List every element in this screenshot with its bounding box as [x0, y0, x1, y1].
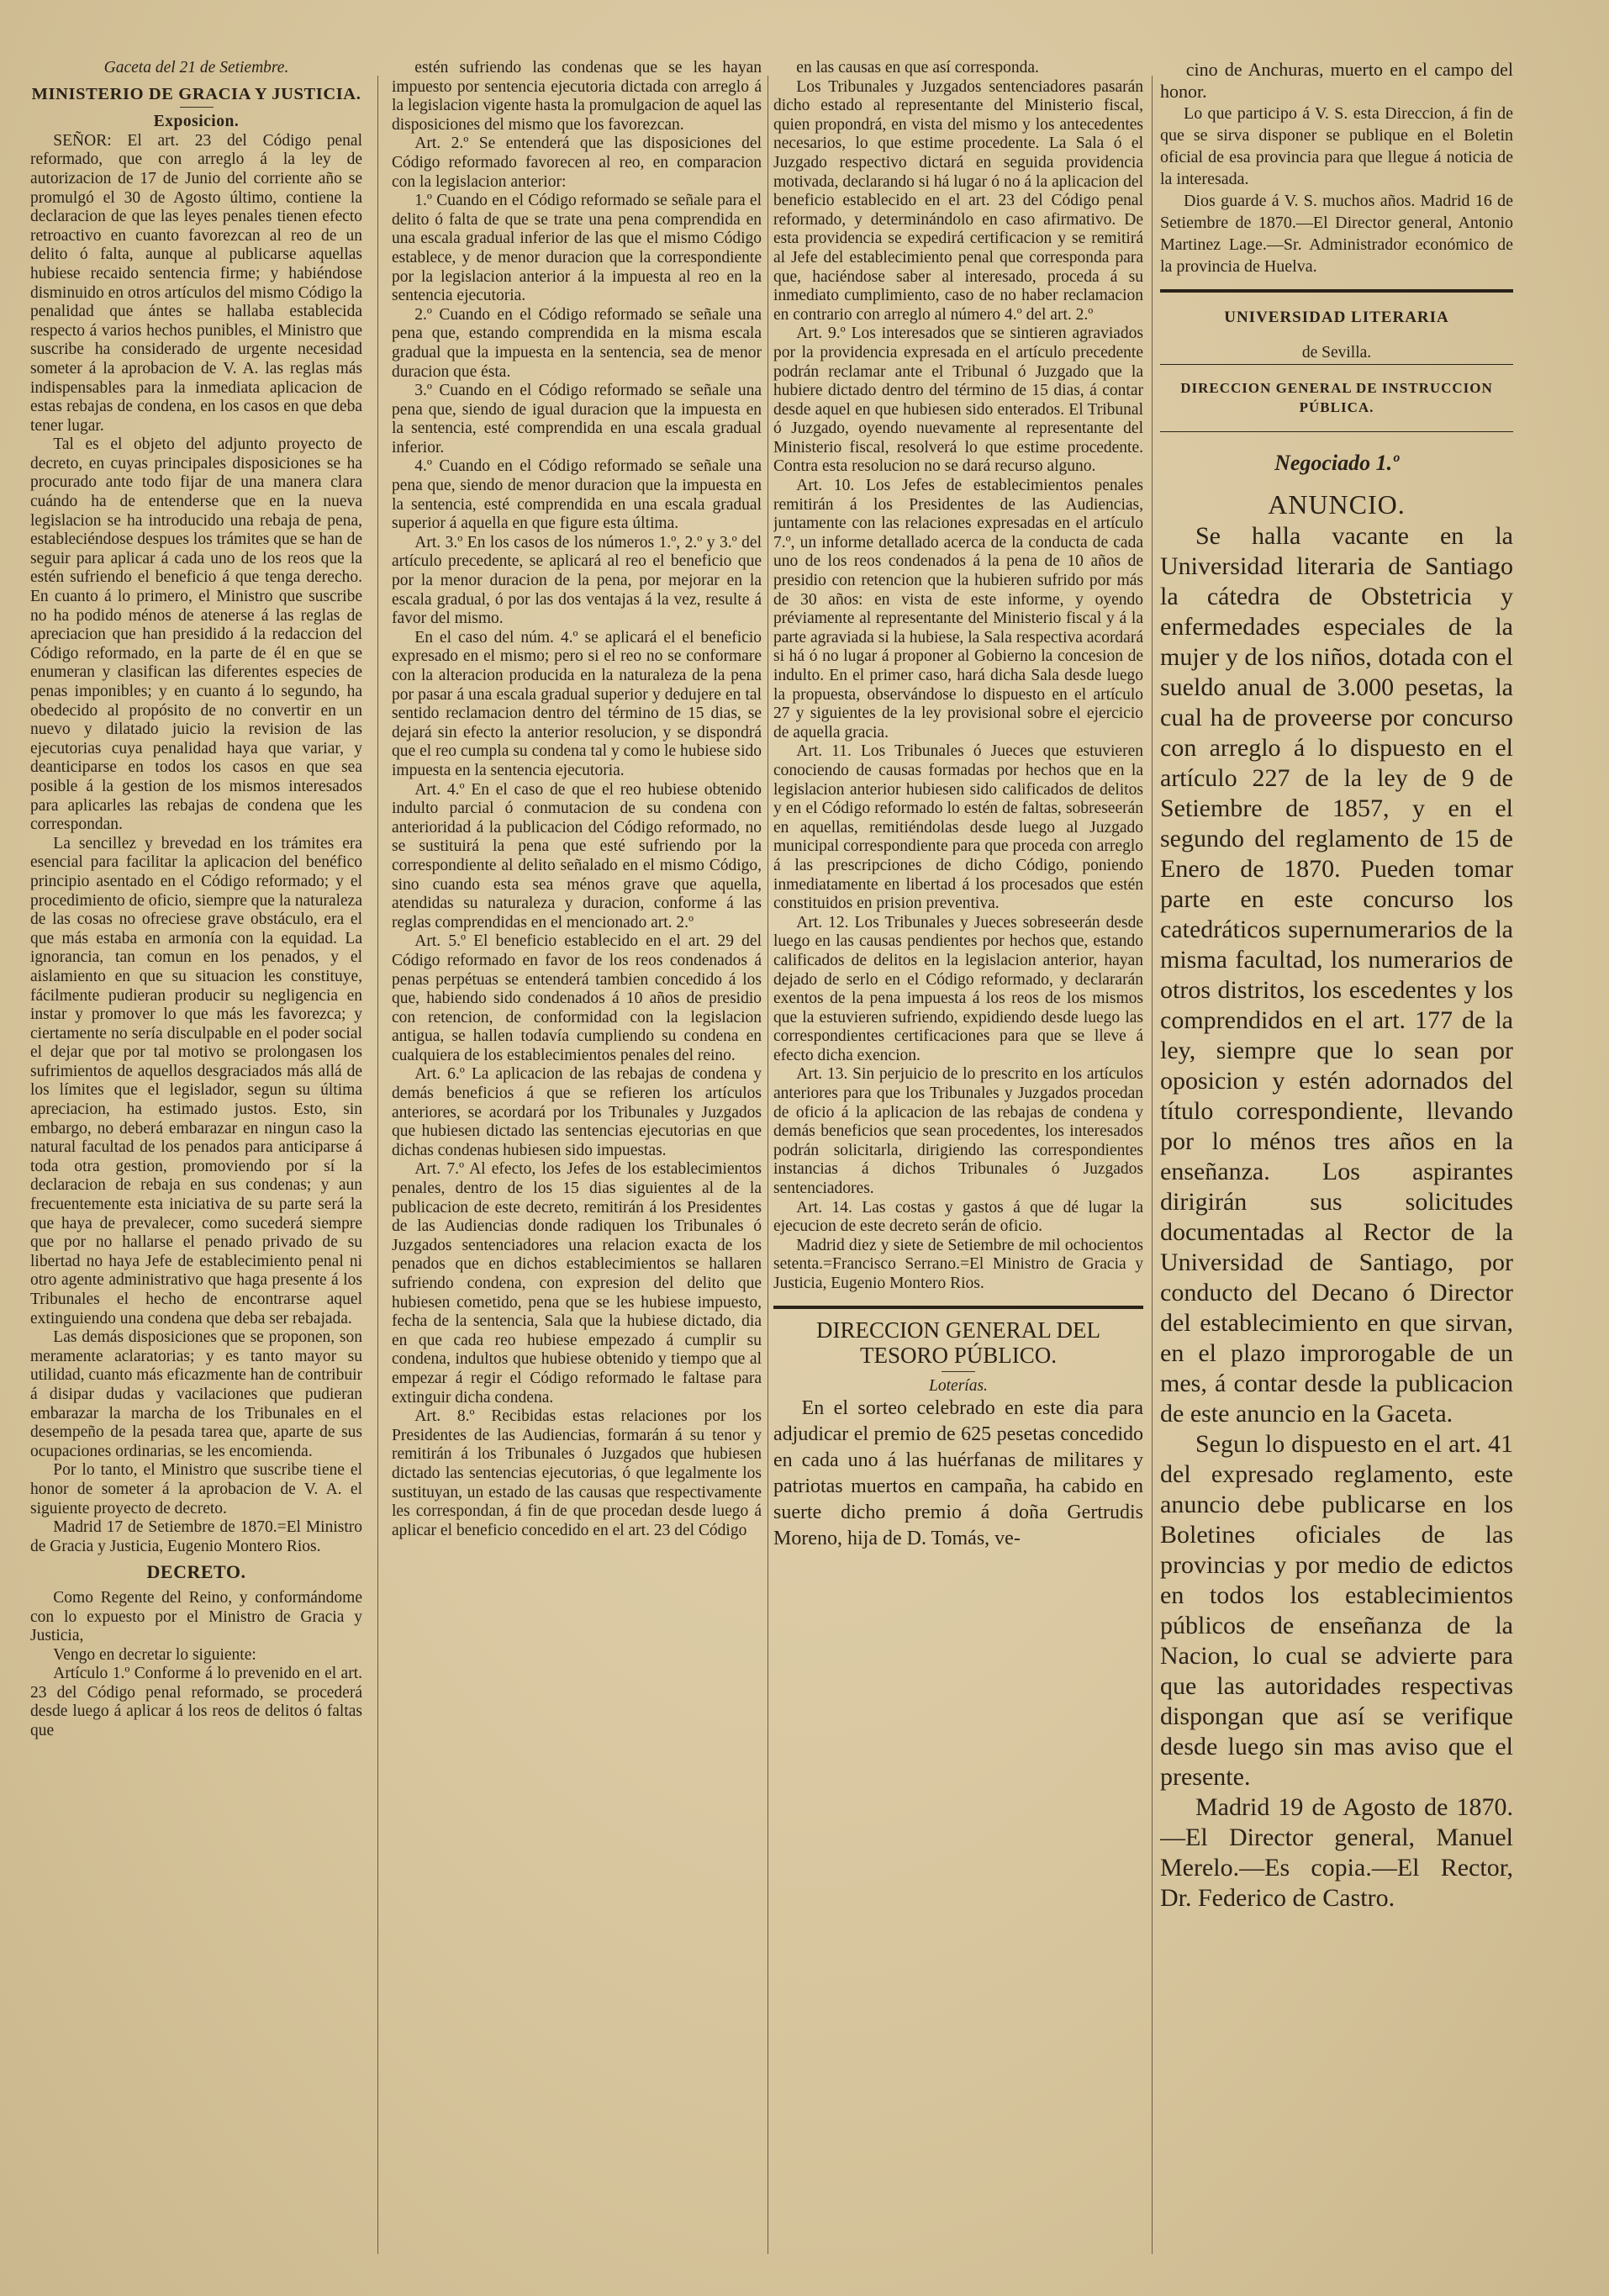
paragraph: cino de Anchuras, muerto en el campo del honor. — [1160, 59, 1513, 102]
paragraph: Art. 8.º Recibidas estas relaciones por los Presidentes de las Audiencias, formarán á su tenor y remitirán á los Tribunales ó Juzgados que hubiesen dictado las sentencias ejecutorias, ó que legalmente los sustituyan, un estado de las causas que respectivamente les correspondan, á fin de que procedan desde luego á aplicar el beneficio concedido en el art. 23 del Código — [392, 1407, 762, 1539]
column-3 — [773, 59, 1143, 2254]
paragraph: La sencillez y brevedad en los trámites era esencial para facilitar la aplicacion del benéfico principio asentado en el Código reformado; y el procedimiento de oficio, siempre que la naturaleza de las cosas no ofreciese grave obstáculo, era el que más estaba en armonía con la equidad. La ignorancia, tan comun en los penados, y el aislamiento en que su situacion les constituye, fácilmente pudieran producir su negligencia en instar y promover lo que más les favorezca; y ciertamente no sería disculpable en el poder social el dejar que por tal motivo se prolongasen los sufrimientos de aquellos desgraciados más allá de los límites que el legislador, segun su última apreciacion, ha estimado justos. Esto, sin embargo, no deberá embarazar en ningun caso la natural facultad de los penados para anticiparse á toda otra gestion, promoviendo por sí la declaracion de rebaja en sus condenas; y aun frecuentemente esta iniciativa de su parte será la que haya de prevalecer, como sucederá siempre que por no hallarse el penado privado de su libertad no haya Jefe de establecimiento penal ni otro agente administrativo que haga presente á los Tribunales el hecho de encontrarse aquel extinguiendo una condena que deba ser rebajada. — [30, 834, 362, 1327]
paragraph: Los Tribunales y Juzgados sentenciadores pasarán dicho estado al representante del Ministerio fiscal, quien propondrá, en vista del mismo y los antecedentes necesarios, lo que estime procedente. La Sala ó el Juzgado respectivo dictará en seguida providencia motivada, declarando si há lugar ó no á la aplicacion del beneficio establecido en el art. 23 del Código penal reformado, y determinándolo en caso afirmativo. De esta providencia se expedirá certificacion y se remitirá al Jefe del establecimiento penal que corresponda para que, haciéndose saber al interesado, proceda á su inmediato cumplimiento, caso de no haber reclamacion en contrario con arreglo al número 4.º del art. 2.º — [773, 77, 1143, 324]
paragraph: Art. 4.º En el caso de que el reo hubiese obtenido indulto parcial ó conmutacion de su condena con anterioridad á la publicacion del Código reformado, no se sustituirá la pena que esté sufriendo por la correspondiente al delito señalado en el mismo Código, sino cuando esta sea ménos grave que aquella, atendidas su naturaleza y duracion, conforme á las reglas comprendidas en el mencionado art. 2.º — [392, 780, 762, 932]
negociado-heading: Negociado 1.º — [1274, 451, 1399, 476]
sevilla-subheading: de Sevilla. — [1301, 343, 1372, 362]
paragraph: Art. 9.º Los interesados que se sintieren agraviados por la providencia expresada en el artículo precedente podrán reclamar ante el Tribunal ó Juzgado que la hubiere dictado dentro del término de 15 dias, á contar desde aquel en que hubiesen sido enterados. El Tribunal ó Juzgado, oyendo nuevamente al representante del Ministerio fiscal, resolverá lo que estime procedente. Contra esta resolucion no se dará recurso alguno. — [773, 325, 1143, 476]
column-4 — [1160, 59, 1513, 2254]
paragraph: Vengo en decretar lo siguiente: — [53, 1645, 256, 1664]
paragraph: 1.º Cuando en el Código reformado se señale para el delito ó falta de que se trate una pena comprendida en una escala gradual inferior de las que el mismo Código establece, y de menor duracion que la correspondiente por la legislacion anterior á la impuesta al reo en la sentencia ejecutoria. — [392, 192, 762, 305]
paragraph: Art. 13. Sin perjuicio de lo prescrito en los artículos anteriores para que los Tribunales y Juzgados procedan de oficio á la aplicacion de las rebajas de condena y demás beneficios que sean procedentes, los interesados podrán solicitarla, dirigiendo las correspondientes instancias á dichos Tribunales ó Juzgados sentenciadores. — [773, 1065, 1143, 1198]
paragraph: En el sorteo celebrado en este dia para adjudicar el premio de 625 pesetas concedido en cada uno á las huérfanas de militares y patriotas muertos en campaña, ha cabido en suerte dicho premio á doña Gertrudis Moreno, hija de D. Tomás, ve- — [773, 1397, 1143, 1550]
paragraph: Dios guarde á V. S. muchos años. Madrid 16 de Setiembre de 1870.—El Director general, Antonio Martinez Lage.—Sr. Administrador económico de la provincia de Huelva. — [1160, 192, 1513, 276]
paragraph: Madrid diez y siete de Setiembre de mil ochocientos setenta.=Francisco Serrano.=El Ministro de Gracia y Justicia, Eugenio Montero Rios. — [773, 1236, 1143, 1292]
paragraph: Art. 11. Los Tribunales ó Jueces que estuvieren conociendo de causas formadas por hechos que en la legislacion anterior hubiesen sido calificados de delitos y en el Código reformado lo estén de faltas, sobreseerán en aquellas, remitiéndolas desde luego al Juzgado municipal correspondiente para que proceda con arreglo á las prescripciones de dicho Código, poniendo inmediatamente en libertad á los procesados que estén constituidos en prision preventiva. — [773, 742, 1143, 913]
paragraph: Como Regente del Reino, y conformándome con lo expuesto por el Ministro de Gracia y Justicia, — [30, 1588, 362, 1645]
divider — [180, 107, 214, 108]
paragraph: SEÑOR: El art. 23 del Código penal reformado, que con arreglo á la ley de autorizacion de 17 de Junio del corriente año se promulgó el 30 de Agosto último, contiene la declaracion de que las leyes penales tienen efecto retroactivo en cuanto favorezcan al reo de un delito ó falta, aunque al publicarse aquellas hubiese recaido sentencia firme; y habiéndose disminuido en otros artículos del mismo Código la penalidad que ántes se hallaba establecida respecto á varios hechos punibles, el Ministro que suscribe ha considerado de urgente necesidad someter á la aprobacion de V. A. las reglas más indispensables para la inmediata aplicacion de estas rebajas de condena, en los casos en que deba tener lugar. — [30, 131, 362, 435]
gaceta-header: Gaceta del 21 de Setiembre. — [103, 59, 289, 77]
section-rule — [773, 1306, 1143, 1309]
paragraph: Art. 3.º En los casos de los números 1.º, 2.º y 3.º del artículo precedente, se aplicará al reo el beneficio que por la menor duracion de la pena, por mejorar en la escala gradual, ó por las dos ventajas á la vez, resulte á favor del mismo. — [392, 533, 762, 628]
exposicion-heading: Exposicion. — [153, 113, 240, 131]
tesoro-heading: DIRECCION GENERAL DEL TESORO PÚBLICO. — [816, 1317, 1100, 1368]
paragraph: 4.º Cuando en el Código reformado se señale una pena que, siendo de menor duracion que la impuesta en la sentencia, esté comprendida en una escala gradual superior á aquella en que figure esta última. — [392, 457, 762, 533]
section-rule — [1160, 289, 1513, 293]
column-2 — [392, 59, 762, 2254]
ministry-title: MINISTERIO DE GRACIA Y JUSTICIA. — [31, 84, 361, 103]
paragraph: Art. 2.º Se entenderá que las disposiciones del Código reformado favorecen al reo, en comparacion con la legislacion anterior: — [392, 135, 762, 191]
paragraph: Art. 5.º El beneficio establecido en el art. 29 del Código reformado en favor de los reos condenados á penas perpétuas se entenderá tambien concedido á los que, habiendo sido condenados á 10 años de presidio con retencion, de conformidad con la legislacion antigua, se hallen todavía cumpliendo su condena en cualquiera de los establecimientos penales del reino. — [392, 932, 762, 1064]
paragraph: Artículo 1.º Conforme á lo prevenido en el art. 23 del Código penal reformado, se procederá desde luego á aplicar á los reos de delitos ó faltas que — [30, 1665, 362, 1740]
paragraph: estén sufriendo las condenas que se les hayan impuesto por sentencia ejecutoria dictada con arreglo á la legislacion vigente hasta la promulgacion de aquel las disposiciones del mismo que los favorezcan. — [392, 59, 762, 134]
divider — [1160, 431, 1513, 432]
paragraph: Madrid 17 de Setiembre de 1870.=El Ministro de Gracia y Justicia, Eugenio Montero Rios. — [30, 1518, 362, 1555]
paragraph: Tal es el objeto del adjunto proyecto de decreto, en cuyas principales disposiciones se ha procurado ante todo fijar de una manera clara cuándo ha de entenderse que en la nueva legislacion se ha introducido una rebaja de pena, estableciéndose despues los trámites que se han de seguir para aplicar á cada uno de los reos que la estén sufriendo el beneficio á que tenga derecho. En cuanto á lo primero, el Ministro que suscribe no ha podido ménos de atenerse á las reglas de apreciacion que han presidido á la redaccion del Código reformado, en la parte de él en que se enumeran y clasifican las diferentes especies de penas imponibles; y en cuanto á lo segundo, ha obedecido al propósito de no convertir en un nuevo y dilatado juicio la revision de las ejecutorias cuya penalidad haya que variar, y deanticiparse en todos los casos en que sea posible á la gestion de los mismos interesados para aplicarles las rebajas de condena que les correspondan. — [30, 435, 362, 834]
paragraph: en las causas en que así corresponda. — [796, 59, 1039, 77]
paragraph: Lo que participo á V. S. esta Direccion, á fin de que se sirva disponer se publique en el Boletin oficial de esa provincia para que llegue á noticia de la interesada. — [1160, 104, 1513, 188]
paragraph: 2.º Cuando en el Código reformado se señale una pena que, estando comprendida en la misma escala gradual que la impuesta en la sentencia, sea de menor duracion que ésta. — [392, 305, 762, 381]
paragraph: Art. 7.º Al efecto, los Jefes de los establecimientos penales, dentro de los 15 dias siguientes al de la publicacion de este decreto, remitirán á los Presidentes de las Audiencias donde radiquen los Tribunales ó Juzgados sentenciadores una relacion exacta de los penados que en dichos establecimientos se hallaren sufriendo condena, con expresion del delito que hubiesen cometido, pena que se les hubiese impuesto, fecha de la sentencia, Sala que la hubiese dictado, dia en que cada reo hubiese empezado á cumplir su condena, indultos que hubiese obtenido y tiempo que al empezar á regir el Código reformado le faltase para extinguir dicha condena. — [392, 1160, 762, 1407]
direccion-heading: DIRECCION GENERAL DE INSTRUCCION PÚBLICA. — [1180, 380, 1493, 415]
universidad-heading: UNIVERSIDAD LITERARIA — [1224, 309, 1449, 326]
column-divider — [377, 76, 378, 2254]
column-1 — [30, 59, 362, 2254]
divider — [942, 1371, 975, 1372]
paragraph: Segun lo dispuesto en el art. 41 del expresado reglamento, este anuncio debe publicarse en los Boletines oficiales de las provincias y por medio de edictos en todos los establecimientos públicos de enseñanza de la Nacion, lo cual se advierte para que las autoridades respectivas dispongan que así se verifique desde luego sin mas aviso que el presente. — [1160, 1429, 1513, 1791]
paragraph: 3.º Cuando en el Código reformado se señale una pena que, siendo de igual duracion que la impuesta en la sentencia, esté comprendida en una escala gradual inferior. — [392, 382, 762, 457]
loterias-heading: Loterías. — [929, 1376, 988, 1395]
paragraph: Las demás disposiciones que se proponen, son meramente aclaratorias; y es tanto mayor su utilidad, cuanto más eficazmente han de contribuir á disipar dudas y vacilaciones que pudieran embarazar la marcha de los Tribunales en el desempeño de la pesada tarea que, aparte de sus ocupaciones ordinarias, se les encomienda. — [30, 1328, 362, 1460]
paragraph: En el caso del núm. 4.º se aplicará el el beneficio expresado en el mismo; pero si el reo no se conformare con la alteracion producida en la naturaleza de la pena por pasar á una escala gradual superior y dedujere en tal sentido reclamacion dentro del término de 15 dias, se dejará sin efecto la anterior resolucion, y se dispondrá que el reo cumpla su condena tal y como le hubiese sido impuesta en la sentencia ejecutoria. — [392, 628, 762, 779]
decreto-heading: DECRETO. — [146, 1561, 246, 1583]
paragraph: Se halla vacante en la Universidad literaria de Santiago la cátedra de Obstetricia y enfermedades especiales de la mujer y de los niños, dotada con el sueldo anual de 3.000 pesetas, la cual ha de proveerse por concurso con arreglo á lo dispuesto en el artículo 227 de la ley de 9 de Setiembre de 1857, y en el segundo del reglamento de 15 de Enero de 1870. Pueden tomar parte en este concurso los catedráticos supernumerarios de la misma facultad, los numerarios de otros distritos, los escedentes y los comprendidos en el art. 177 de la ley, siempre que lo sean por oposicion y estén adornados del título correspondiente, llevando por lo ménos tres años en la enseñanza. Los aspirantes dirigirán sus solicitudes documentadas al Rector de la Universidad de Santiago, por conducto del Decano ó Director del establecimiento en que sirvan, en el plazo improrogable de un mes, á contar desde la publicacion de este anuncio en la Gaceta. — [1160, 521, 1513, 1428]
paragraph: Por lo tanto, el Ministro que suscribe tiene el honor de someter á la aprobacion de V. A. el siguiente proyecto de decreto. — [30, 1461, 362, 1517]
paragraph: Art. 10. Los Jefes de establecimientos penales remitirán á los Presidentes de las Audiencias, juntamente con las relaciones expresadas en el artículo 7.º, un informe detallado acerca de la conducta de cada uno de los reos condenados á la pena de 10 años de presidio con retencion que la hubieren sufrido por más de 30 años: en vista de este informe, y oyendo préviamente al representante del Ministerio fiscal y á la parte agraviada si la hubiese, la Sala respectiva acordará si há ó no lugar á proponer al Gobierno la concesion de indulto. En el primer caso, hará dicha Sala desde luego la propuesta, observándose lo dispuesto en el artículo 27 y siguientes de la ley provisional sobre el ejercicio de aquella gracia. — [773, 477, 1143, 742]
divider — [1160, 364, 1513, 365]
paragraph: Art. 12. Los Tribunales y Jueces sobreseerán desde luego en las causas pendientes por hechos que, estando calificados de delitos en la legislacion anterior, hayan dejado de serlo en el Código reformado, y declararán exentos de la pena impuesta á los reos de los mismos que la estuvieren sufriendo, expidiendo desde luego las correspondientes certificaciones para que se lleve á efecto dicha exencion. — [773, 913, 1143, 1064]
paragraph: Art. 6.º La aplicacion de las rebajas de condena y demás beneficios á que se refieren los artículos anteriores, se acordará por los Tribunales y Juzgados que hubiesen dictado las sentencias ejecutorias en que dichas condenas hubiesen sido impuestas. — [392, 1065, 762, 1159]
anuncio-heading: ANUNCIO. — [1268, 488, 1406, 520]
column-divider — [1152, 76, 1153, 2254]
paragraph: Art. 14. Las costas y gastos á que dé lugar la ejecucion de este decreto serán de oficio. — [773, 1198, 1143, 1236]
paragraph: Madrid 19 de Agosto de 1870.—El Director general, Manuel Merelo.—Es copia.—El Rector, Dr. Federico de Castro. — [1160, 1792, 1513, 1912]
